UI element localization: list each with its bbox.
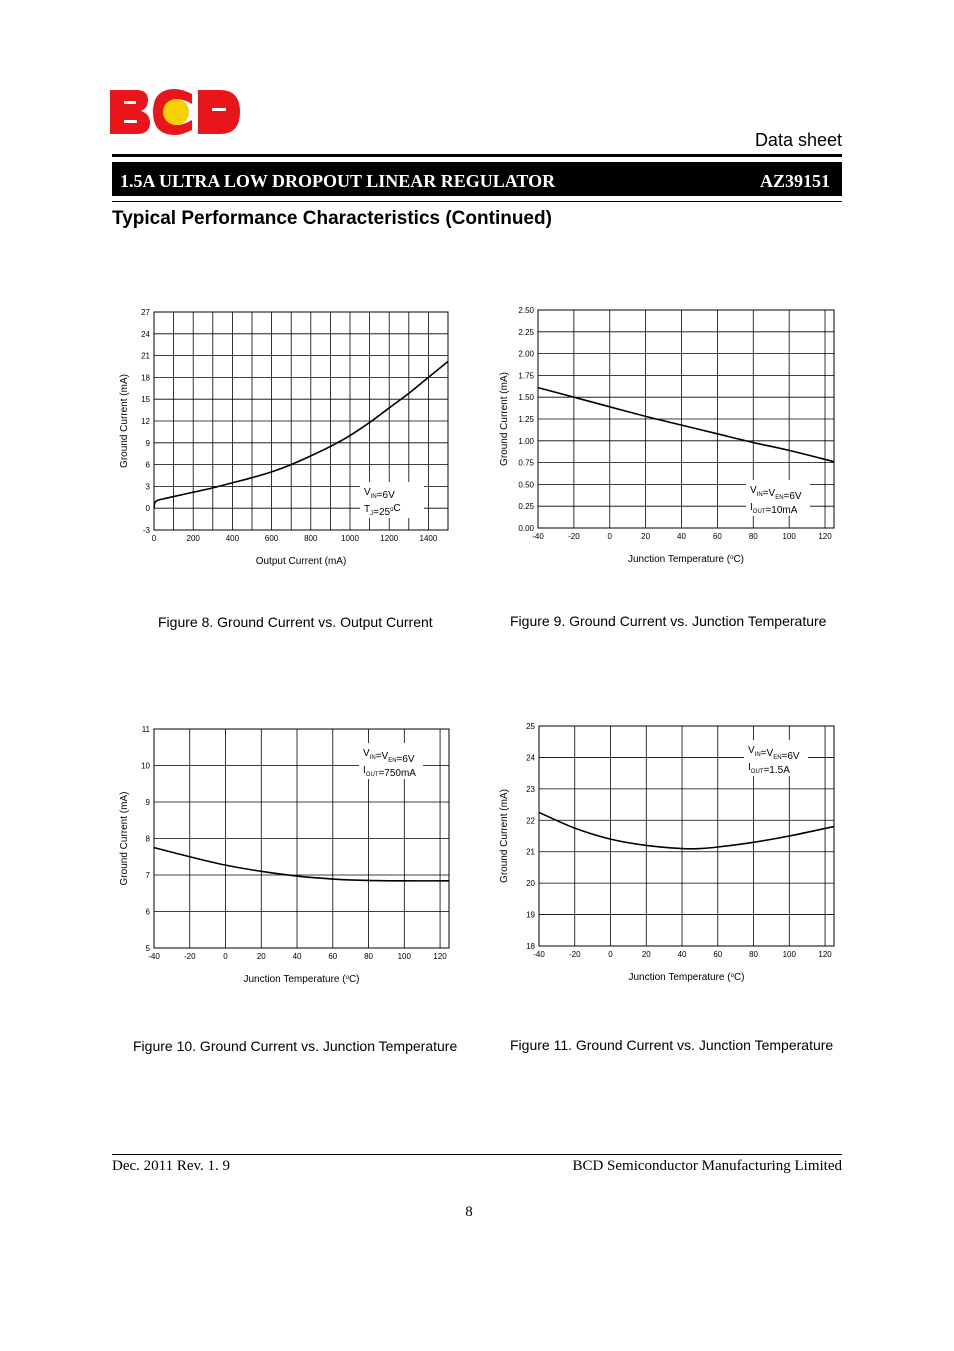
- doc-type-label: Data sheet: [754, 130, 842, 150]
- y-tick-label: 25: [526, 722, 535, 731]
- x-axis-label: Junction Temperature ($^o$C): [243, 974, 360, 985]
- y-tick-label: 8: [145, 834, 150, 844]
- annotation-line: $I_{OUT}=1.5A$: [748, 762, 790, 776]
- x-tick-label: 80: [749, 950, 758, 959]
- x-tick-label: 40: [677, 950, 687, 959]
- y-tick-label: 0.25: [518, 502, 534, 512]
- logo-letter-b: [110, 90, 150, 134]
- x-tick-label: 0: [607, 532, 612, 541]
- x-tick-label: 200: [186, 534, 200, 543]
- x-tick-label: 1400: [419, 534, 438, 543]
- x-tick-label: 0: [608, 950, 613, 959]
- y-tick-label: 15: [141, 395, 150, 405]
- x-tick-label: 80: [364, 952, 373, 961]
- y-tick-label: 0: [145, 504, 150, 514]
- x-axis-label: Junction Temperature ($^o$C): [628, 554, 744, 565]
- page-number: 8: [465, 1204, 473, 1220]
- y-tick-label: 23: [526, 784, 535, 794]
- x-tick-label: 100: [782, 532, 796, 541]
- bcd-logo: [108, 88, 242, 136]
- caption-fig11: Figure 11. Ground Current vs. Junction Temperature: [510, 1037, 834, 1053]
- y-tick-label: 7: [145, 871, 150, 880]
- logo-letter-d: [198, 90, 240, 134]
- y-tick-label: 0.75: [518, 458, 534, 468]
- part-number: AZ39151: [759, 171, 830, 191]
- annotation-line: $T_J=25^oC$: [364, 503, 401, 518]
- y-tick-label: 24: [526, 753, 535, 763]
- y-tick-label: 1.25: [518, 415, 534, 424]
- y-tick-label: 1.75: [518, 371, 534, 381]
- y-tick-label: 22: [526, 816, 535, 826]
- x-tick-label: 60: [712, 532, 722, 541]
- x-tick-label: 100: [397, 952, 411, 961]
- y-tick-label: 9: [145, 438, 150, 448]
- caption-fig8: Figure 8. Ground Current vs. Output Current: [158, 614, 433, 630]
- section-title: Typical Performance Characteristics (Continued): [112, 208, 552, 229]
- y-tick-label: 1.00: [518, 436, 534, 446]
- y-tick-label: 19: [526, 910, 535, 920]
- footer-rule: [112, 1154, 842, 1155]
- y-tick-label: 10: [141, 761, 150, 771]
- y-axis-label: Ground Current (mA): [499, 789, 510, 883]
- x-tick-label: 1200: [380, 534, 399, 543]
- chart-fig11: [480, 716, 850, 996]
- chart-fig9: [480, 300, 850, 580]
- logo-letter-c: [153, 89, 192, 135]
- chart-fig9-svg: [480, 300, 850, 580]
- x-tick-label: 40: [677, 532, 686, 541]
- footer-company: BCD Semiconductor Manufacturing Limited: [572, 1158, 842, 1174]
- annotation-line: $V_{IN}=6V$: [364, 487, 395, 501]
- x-tick-label: -40: [532, 532, 544, 541]
- x-tick-label: 600: [264, 534, 279, 543]
- banner-title: 1.5A ULTRA LOW DROPOUT LINEAR REGULATOR: [120, 171, 556, 191]
- x-tick-label: 400: [225, 534, 240, 543]
- caption-fig10: Figure 10. Ground Current vs. Junction Temperature: [133, 1038, 458, 1054]
- x-tick-label: -40: [533, 950, 545, 959]
- y-tick-label: 18: [141, 373, 150, 383]
- annotation-line: $V_{IN}=V_{EN}=6V$: [748, 745, 800, 762]
- x-tick-label: -20: [568, 950, 581, 959]
- x-tick-label: 20: [641, 950, 651, 959]
- header-rule-bottom: [112, 201, 842, 202]
- y-tick-label: 2.50: [518, 306, 534, 315]
- x-tick-label: 0: [223, 952, 228, 961]
- header-rule-top: [112, 154, 842, 157]
- chart-fig10-svg: [100, 718, 470, 998]
- y-tick-label: 12: [141, 417, 150, 426]
- x-tick-label: -20: [568, 532, 580, 541]
- title-banner: [112, 162, 842, 196]
- y-tick-label: 21: [526, 847, 535, 857]
- y-tick-label: 0.50: [518, 480, 534, 490]
- annotation-line: $V_{IN}=V_{EN}=6V$: [750, 485, 802, 502]
- y-tick-label: -3: [142, 526, 150, 535]
- x-tick-label: -20: [183, 952, 196, 961]
- x-tick-label: -40: [148, 952, 160, 961]
- y-tick-label: 9: [145, 798, 150, 807]
- chart-fig8-svg: [100, 300, 470, 580]
- y-tick-label: 5: [145, 944, 150, 953]
- y-tick-label: 2.25: [518, 327, 534, 337]
- x-axis-label: Output Current (mA): [255, 556, 347, 567]
- x-tick-label: 100: [782, 950, 796, 959]
- y-tick-label: 3: [145, 482, 150, 492]
- y-tick-label: 0.00: [518, 524, 534, 533]
- annotation-line: $V_{IN}=V_{EN}=6V$: [363, 748, 415, 765]
- y-tick-label: 6: [145, 460, 150, 470]
- y-axis-label: Ground Current (mA): [499, 372, 510, 466]
- x-tick-label: 0: [151, 534, 157, 543]
- annotation-line: $I_{OUT}=10mA$: [750, 502, 798, 516]
- y-tick-label: 27: [141, 308, 150, 317]
- y-tick-label: 20: [526, 879, 535, 889]
- x-tick-label: 80: [748, 532, 758, 541]
- x-tick-label: 60: [328, 952, 338, 961]
- x-tick-label: 120: [818, 532, 832, 541]
- x-axis-label: Junction Temperature ($^o$C): [628, 972, 745, 983]
- y-tick-label: 18: [526, 942, 535, 951]
- x-tick-label: 20: [256, 952, 266, 961]
- x-tick-label: 60: [713, 950, 723, 959]
- y-tick-label: 6: [145, 907, 150, 917]
- x-tick-label: 20: [641, 532, 651, 541]
- x-tick-label: 1000: [341, 534, 359, 543]
- chart-fig8: [100, 300, 470, 580]
- y-tick-label: 2.00: [518, 349, 534, 359]
- chart-fig11-svg: [480, 716, 850, 996]
- bcd-logo-graphic: [108, 88, 242, 136]
- y-axis-label: Ground Current (mA): [119, 374, 130, 468]
- y-axis-label: Ground Current (mA): [119, 791, 130, 886]
- x-tick-label: 120: [433, 952, 447, 961]
- x-tick-label: 40: [292, 952, 302, 961]
- y-tick-label: 1.50: [518, 393, 534, 403]
- footer-revision: Dec. 2011 Rev. 1. 9: [112, 1158, 231, 1174]
- x-tick-label: 120: [818, 950, 832, 959]
- caption-fig9: Figure 9. Ground Current vs. Junction Temperature: [510, 613, 827, 629]
- x-tick-label: 800: [304, 534, 318, 543]
- chart-fig10: [100, 718, 470, 998]
- y-tick-label: 11: [141, 725, 150, 734]
- annotation-line: $I_{OUT}=750mA$: [363, 765, 416, 779]
- y-tick-label: 24: [141, 329, 150, 339]
- y-tick-label: 21: [141, 351, 150, 361]
